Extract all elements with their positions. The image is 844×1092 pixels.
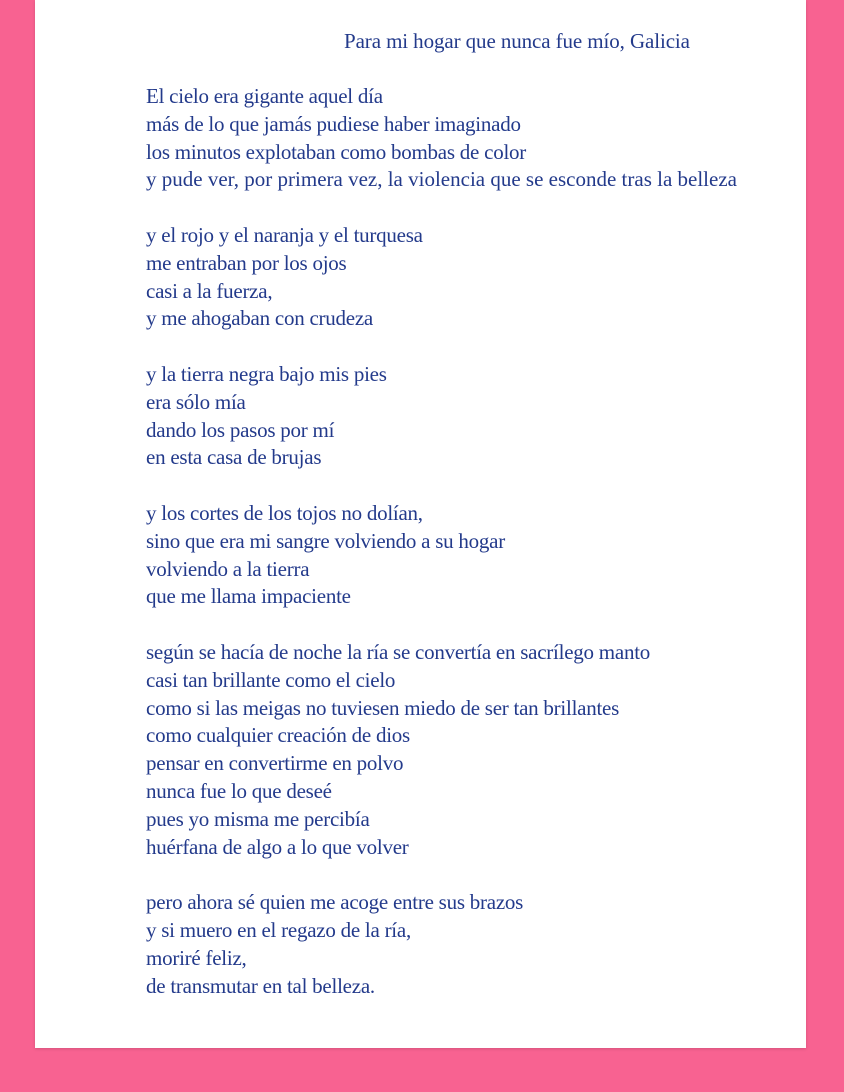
poem-line: pero ahora sé quien me acoge entre sus brazos (146, 890, 524, 915)
poem-line: sino que era mi sangre volviendo a su hogar (146, 528, 505, 553)
poem-line: y me ahogaban con crudeza (146, 306, 373, 331)
poem-line: pues yo misma me percibía (146, 806, 370, 831)
poem-line: como si las meigas no tuviesen miedo de ser tan brillantes (146, 695, 620, 720)
stanza (146, 83, 791, 194)
stanza (146, 222, 791, 333)
poem-line: casi a la fuerza, (146, 278, 273, 303)
poem-line: nunca fue lo que deseé (146, 778, 332, 803)
poem-dedication: Para mi hogar que nunca fue mío, Galicia (344, 29, 690, 53)
poem-line: era sólo mía (146, 389, 246, 414)
poem-body (146, 83, 791, 1028)
poem-line: en esta casa de brujas (146, 445, 322, 470)
stanza (146, 361, 791, 472)
poem-line: según se hacía de noche la ría se convertía en sacrílego manto (146, 639, 651, 664)
poem-line: huérfana de algo a lo que volver (146, 834, 409, 859)
poem-line: moriré feliz, (146, 945, 247, 970)
poem-line: me entraban por los ojos (146, 250, 347, 275)
poem-line: y el rojo y el naranja y el turquesa (146, 222, 423, 247)
poem-line: y pude ver, por primera vez, la violencia que se esconde tras la belleza (146, 167, 737, 192)
document-page (35, 0, 806, 1048)
poem-line: y la tierra negra bajo mis pies (146, 361, 387, 386)
poem-line: que me llama impaciente (146, 584, 351, 609)
poem-line: como cualquier creación de dios (146, 723, 410, 748)
stanza (146, 500, 791, 611)
poem-line: dando los pasos por mí (146, 417, 335, 442)
poem-line: de transmutar en tal belleza. (146, 973, 375, 998)
poem-line: El cielo era gigante aquel día (146, 84, 383, 108)
poem-line: y los cortes de los tojos no dolían, (146, 500, 423, 525)
stanza (146, 639, 791, 861)
poem-line: volviendo a la tierra (146, 556, 310, 581)
poem-line: y si muero en el regazo de la ría, (146, 917, 411, 942)
stanza (146, 889, 791, 1000)
poem-line: los minutos explotaban como bombas de color (146, 139, 527, 164)
poem-line: casi tan brillante como el cielo (146, 667, 396, 692)
poem-line: más de lo que jamás pudiese haber imaginado (146, 111, 521, 136)
poem-line: pensar en convertirme en polvo (146, 751, 404, 776)
